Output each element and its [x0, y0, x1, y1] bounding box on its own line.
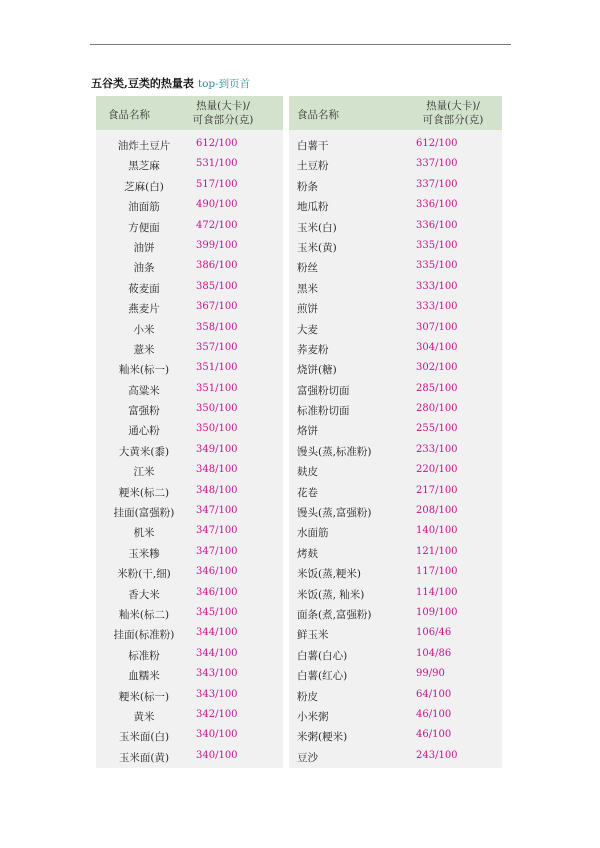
back-to-top-link[interactable]: top-到页首 [197, 78, 251, 90]
calorie-value: 46/100 [416, 708, 452, 720]
calorie-value: 351/100 [196, 362, 238, 374]
calorie-value: 347/100 [196, 545, 238, 557]
food-name: 烧饼(糖) [297, 364, 337, 377]
table-header [96, 96, 283, 130]
food-name: 大麦 [297, 323, 318, 336]
food-name: 土豆粉 [297, 160, 329, 173]
table-row [96, 419, 283, 439]
food-name: 江米 [133, 466, 155, 479]
food-name: 地瓜粉 [297, 201, 329, 214]
table-row [289, 338, 502, 358]
section-title: 五谷类,豆类的热量表 [91, 77, 194, 90]
food-name: 鲜玉米 [297, 629, 329, 642]
food-name: 米粥(粳米) [297, 731, 348, 744]
table-row [289, 501, 502, 521]
table-row [96, 583, 283, 603]
calorie-value: 612/100 [416, 138, 458, 149]
table-row [96, 154, 283, 174]
food-name: 富强粉切面 [297, 384, 350, 397]
food-name: 富强粉 [128, 405, 160, 418]
table-row [96, 338, 283, 358]
table-row [96, 746, 283, 766]
calorie-value: 109/100 [416, 606, 458, 618]
calorie-value: 346/100 [196, 566, 238, 578]
section-heading [91, 75, 250, 91]
table-row [96, 603, 283, 623]
food-name: 米饭(蒸,粳米) [297, 568, 362, 581]
food-name: 通心粉 [128, 425, 160, 438]
calorie-value: 340/100 [196, 749, 238, 761]
calorie-value: 490/100 [196, 199, 238, 211]
calorie-value: 337/100 [416, 178, 458, 190]
calorie-value: 386/100 [196, 260, 238, 272]
calorie-value: 337/100 [416, 158, 458, 170]
header-food-name: 食品名称 [108, 109, 150, 121]
table-row [289, 481, 502, 501]
table-row [96, 358, 283, 378]
calorie-value: 233/100 [416, 443, 458, 455]
table-row [96, 664, 283, 684]
food-name: 玉米糁 [128, 547, 160, 560]
food-name: 馒头(蒸,富强粉) [297, 507, 372, 520]
food-name: 煎饼 [297, 303, 318, 316]
calorie-table-left [96, 96, 283, 768]
calorie-value: 347/100 [196, 505, 238, 517]
table-row [96, 399, 283, 419]
table-row [96, 542, 283, 562]
calorie-value: 333/100 [416, 280, 458, 292]
calorie-value: 343/100 [196, 688, 238, 700]
table-row [96, 175, 283, 195]
calorie-value: 114/100 [416, 586, 458, 598]
table-row [96, 379, 283, 399]
top-divider [90, 44, 511, 45]
calorie-value: 217/100 [416, 484, 458, 496]
food-name: 粳米(标二) [118, 486, 170, 499]
food-name: 高粱米 [128, 384, 160, 397]
calorie-value: 344/100 [196, 647, 238, 659]
table-row [289, 419, 502, 439]
food-name: 油炸土豆片 [117, 140, 171, 152]
table-row [96, 521, 283, 541]
food-name: 玉米面(白) [118, 731, 170, 744]
food-name: 粳米(标一) [118, 690, 170, 703]
food-name: 花卷 [297, 486, 318, 499]
calorie-value: 280/100 [416, 403, 458, 415]
calorie-value: 357/100 [196, 341, 238, 353]
food-name: 玉米面(黄) [118, 751, 170, 764]
table-row [96, 134, 283, 154]
table-row [96, 216, 283, 236]
table-row [96, 725, 283, 745]
calorie-value: 350/100 [196, 423, 238, 435]
table-row [96, 195, 283, 215]
food-name: 馒头(蒸,标准粉) [297, 445, 372, 458]
calorie-value: 336/100 [416, 219, 458, 231]
food-name: 小米粥 [297, 710, 329, 723]
calorie-value: 344/100 [196, 627, 238, 639]
calorie-value: 208/100 [416, 505, 458, 517]
calorie-value: 121/100 [416, 545, 458, 557]
table-row [96, 644, 283, 664]
food-name: 米饭(蒸, 籼米) [297, 588, 365, 601]
calorie-value: 348/100 [196, 464, 238, 476]
calorie-value: 104/86 [416, 647, 452, 659]
calorie-value: 106/46 [416, 627, 452, 639]
table-row [96, 277, 283, 297]
table-row [289, 521, 502, 541]
table-row [289, 195, 502, 215]
calorie-value: 285/100 [416, 382, 458, 394]
table-row [289, 746, 502, 766]
food-name: 白薯(白心) [297, 649, 348, 662]
table-row [289, 318, 502, 338]
table-row [289, 175, 502, 195]
table-row [96, 256, 283, 276]
food-name: 标准粉 [128, 649, 160, 662]
food-name: 血糯米 [128, 670, 160, 683]
food-name: 油面筋 [128, 201, 160, 214]
table-header [289, 96, 502, 130]
table-row [289, 664, 502, 684]
calorie-value: 304/100 [416, 341, 458, 353]
calorie-value: 385/100 [196, 280, 238, 292]
calorie-value: 333/100 [416, 301, 458, 313]
calorie-value: 351/100 [196, 382, 238, 394]
calorie-value: 335/100 [416, 260, 458, 272]
food-name: 烙饼 [297, 425, 318, 438]
calorie-value: 347/100 [196, 525, 238, 537]
calorie-value: 307/100 [416, 321, 458, 333]
table-row [96, 705, 283, 725]
food-name: 机米 [133, 527, 155, 540]
food-name: 大黄米(黍) [118, 445, 170, 458]
food-name: 米粉(干,细) [117, 568, 171, 581]
food-name: 燕麦片 [128, 303, 160, 316]
table-row [289, 277, 502, 297]
food-name: 荞麦粉 [297, 343, 329, 356]
food-name: 油条 [133, 262, 155, 275]
table-row [289, 623, 502, 643]
calorie-value: 342/100 [196, 708, 238, 720]
food-name: 黄米 [133, 710, 155, 723]
table-body [96, 134, 283, 766]
food-name: 水面筋 [297, 527, 329, 540]
table-row [289, 460, 502, 480]
table-row [289, 440, 502, 460]
table-row [289, 644, 502, 664]
table-row [289, 154, 502, 174]
food-name: 莜麦面 [128, 282, 160, 295]
food-name: 籼米(标一) [118, 364, 170, 377]
food-name: 芝麻(白) [124, 180, 164, 193]
food-name: 油饼 [133, 241, 155, 254]
calorie-value: 367/100 [196, 301, 238, 313]
calorie-value: 220/100 [416, 464, 458, 476]
table-row [289, 134, 502, 154]
calorie-value: 612/100 [196, 138, 238, 149]
table-row [96, 440, 283, 460]
header-calories: 热量(大卡)/ 可食部分(克) [422, 100, 484, 126]
table-row [289, 583, 502, 603]
calorie-table-right [289, 96, 502, 768]
calorie-value: 358/100 [196, 321, 238, 333]
food-name: 薏米 [133, 343, 155, 356]
food-name: 粉条 [297, 180, 318, 193]
calorie-value: 302/100 [416, 362, 458, 374]
calorie-value: 340/100 [196, 729, 238, 741]
table-row [289, 216, 502, 236]
calorie-value: 399/100 [196, 239, 238, 251]
food-name: 方便面 [128, 221, 160, 234]
table-row [289, 256, 502, 276]
table-row [289, 379, 502, 399]
calorie-value: 472/100 [196, 219, 238, 231]
header-food-name: 食品名称 [297, 109, 339, 121]
food-name: 白薯(红心) [297, 670, 348, 683]
table-row [96, 481, 283, 501]
table-row [289, 297, 502, 317]
calorie-value: 343/100 [196, 668, 238, 680]
table-row [289, 542, 502, 562]
food-name: 粉皮 [297, 690, 318, 703]
food-name: 烤麸 [297, 547, 318, 560]
table-row [289, 725, 502, 745]
calorie-value: 255/100 [416, 423, 458, 435]
calorie-value: 117/100 [416, 566, 458, 578]
table-row [96, 562, 283, 582]
table-row [96, 501, 283, 521]
food-name: 香大米 [128, 588, 160, 601]
calorie-value: 335/100 [416, 239, 458, 251]
calorie-value: 350/100 [196, 403, 238, 415]
table-row [96, 685, 283, 705]
calorie-value: 336/100 [416, 199, 458, 211]
food-name: 玉米(白) [297, 221, 337, 234]
food-name: 玉米(黄) [297, 241, 337, 254]
table-row [289, 603, 502, 623]
header-calories: 热量(大卡)/ 可食部分(克) [192, 100, 254, 126]
food-name: 黑芝麻 [128, 160, 160, 173]
calorie-value: 346/100 [196, 586, 238, 598]
table-row [289, 236, 502, 256]
food-name: 麸皮 [297, 466, 318, 479]
table-row [289, 562, 502, 582]
food-name: 挂面(标准粉) [113, 629, 175, 642]
table-row [289, 705, 502, 725]
food-name: 挂面(富强粉) [113, 507, 175, 520]
food-name: 豆沙 [297, 751, 318, 764]
calorie-value: 46/100 [416, 729, 452, 741]
table-row [289, 685, 502, 705]
food-name: 白薯干 [297, 140, 329, 152]
table-row [96, 236, 283, 256]
food-name: 小米 [133, 323, 155, 336]
calorie-value: 349/100 [196, 443, 238, 455]
calorie-value: 243/100 [416, 749, 458, 761]
food-name: 粉丝 [297, 262, 318, 275]
calorie-value: 345/100 [196, 606, 238, 618]
table-row [96, 318, 283, 338]
food-name: 面条(煮,富强粉) [297, 608, 372, 621]
calorie-value: 348/100 [196, 484, 238, 496]
table-row [289, 358, 502, 378]
food-name: 籼米(标二) [118, 608, 170, 621]
food-name: 标准粉切面 [297, 405, 350, 418]
table-row [96, 297, 283, 317]
table-row [96, 623, 283, 643]
calorie-value: 517/100 [196, 178, 238, 190]
calorie-value: 99/90 [416, 668, 445, 680]
table-row [96, 460, 283, 480]
calorie-value: 64/100 [416, 688, 452, 700]
table-body [289, 134, 502, 766]
food-name: 黑米 [297, 282, 318, 295]
calorie-value: 531/100 [196, 158, 238, 170]
table-row [289, 399, 502, 419]
calorie-value: 140/100 [416, 525, 458, 537]
